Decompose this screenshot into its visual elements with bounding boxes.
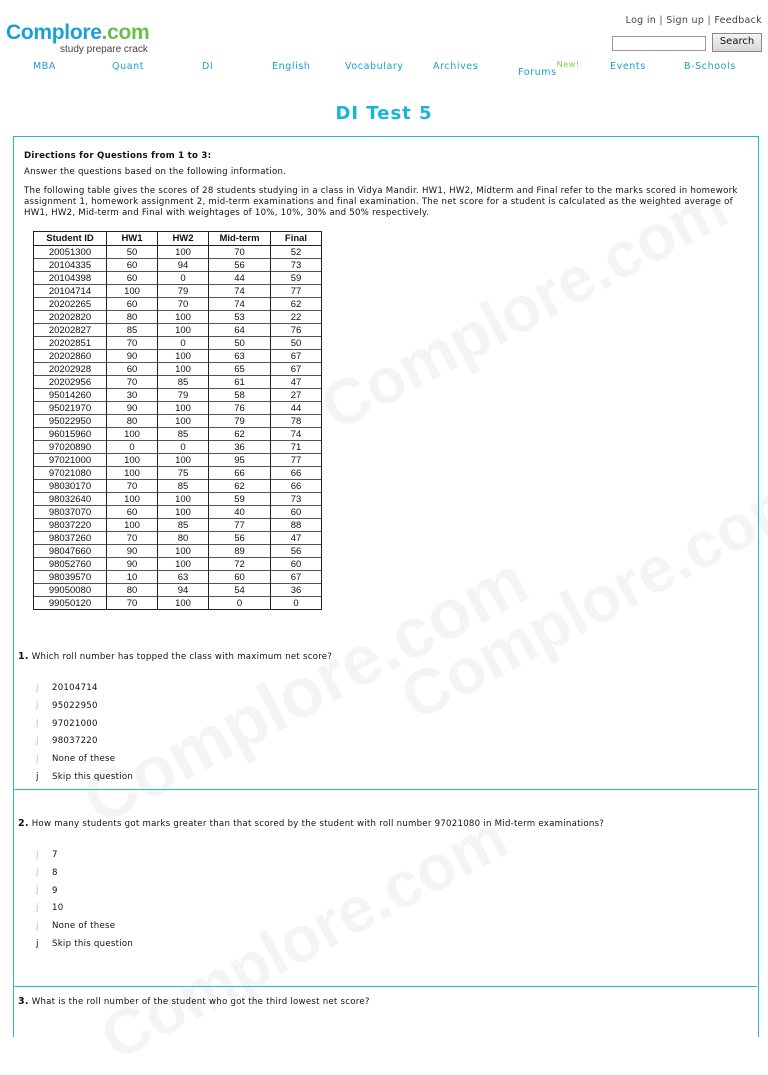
table-row xyxy=(34,337,322,350)
table-cell: 100 xyxy=(158,493,209,506)
nav-di[interactable]: DI xyxy=(202,61,214,72)
table-cell: 100 xyxy=(107,454,158,467)
radio-button-icon[interactable]: j xyxy=(36,700,39,711)
table-cell: 36 xyxy=(209,441,271,454)
table-cell: 70 xyxy=(209,246,271,259)
table-row xyxy=(34,298,322,311)
table-cell: 20202860 xyxy=(34,350,107,363)
table-cell: 40 xyxy=(209,506,271,519)
table-cell: 60 xyxy=(107,272,158,285)
table-cell: 95021970 xyxy=(34,402,107,415)
table-cell: 75 xyxy=(158,467,209,480)
nav-b-schools[interactable]: B-Schools xyxy=(684,61,736,72)
radio-button-icon[interactable]: j xyxy=(36,771,39,782)
table-cell: 60 xyxy=(107,363,158,376)
table-cell: 20202928 xyxy=(34,363,107,376)
table-cell: 71 xyxy=(271,441,322,454)
answer-option[interactable] xyxy=(36,850,58,860)
nav-quant[interactable]: Quant xyxy=(112,61,145,72)
table-cell: 100 xyxy=(158,311,209,324)
table-cell: 66 xyxy=(271,480,322,493)
question-number: 3. xyxy=(18,996,29,1007)
table-cell: 73 xyxy=(271,259,322,272)
table-cell: 0 xyxy=(158,337,209,350)
table-cell: 98047660 xyxy=(34,545,107,558)
login-link[interactable]: Log in xyxy=(625,15,657,26)
table-cell: 27 xyxy=(271,389,322,402)
answer-option[interactable] xyxy=(36,772,133,782)
table-row xyxy=(34,467,322,480)
search-button[interactable]: Search xyxy=(712,33,762,52)
table-cell: 0 xyxy=(107,441,158,454)
feedback-link[interactable]: Feedback xyxy=(714,15,762,26)
table-row xyxy=(34,272,322,285)
table-cell: 90 xyxy=(107,558,158,571)
logo-tld: .com xyxy=(101,21,150,44)
table-cell: 20202827 xyxy=(34,324,107,337)
table-cell: 64 xyxy=(209,324,271,337)
table-cell: 60 xyxy=(107,506,158,519)
table-cell: 100 xyxy=(158,402,209,415)
table-row xyxy=(34,480,322,493)
table-cell: 98037260 xyxy=(34,532,107,545)
table-cell: 70 xyxy=(107,532,158,545)
divider xyxy=(13,986,757,987)
table-cell: 77 xyxy=(271,454,322,467)
table-cell: 59 xyxy=(209,493,271,506)
option-label: None of these xyxy=(52,754,116,765)
radio-button-icon[interactable]: j xyxy=(36,867,39,878)
table-cell: 20104398 xyxy=(34,272,107,285)
logo-name: Complore xyxy=(6,21,102,44)
table-cell: 70 xyxy=(107,337,158,350)
answer-option[interactable] xyxy=(36,868,58,878)
table-cell: 74 xyxy=(271,428,322,441)
table-cell: 90 xyxy=(107,402,158,415)
table-cell: 70 xyxy=(107,597,158,610)
answer-option[interactable] xyxy=(36,754,115,764)
table-cell: 78 xyxy=(271,415,322,428)
table-cell: 65 xyxy=(209,363,271,376)
table-cell: 80 xyxy=(107,415,158,428)
table-cell: 85 xyxy=(158,428,209,441)
table-row xyxy=(34,506,322,519)
table-cell: 54 xyxy=(209,584,271,597)
radio-button-icon[interactable]: j xyxy=(36,902,39,913)
table-cell: 79 xyxy=(158,389,209,402)
table-row xyxy=(34,584,322,597)
separator: | xyxy=(659,15,663,26)
table-cell: 60 xyxy=(271,506,322,519)
site-logo[interactable] xyxy=(6,22,149,56)
option-label: 7 xyxy=(52,850,58,860)
search-input[interactable] xyxy=(612,36,706,51)
table-cell: 70 xyxy=(107,480,158,493)
table-cell: 97021000 xyxy=(34,454,107,467)
table-cell: 20104335 xyxy=(34,259,107,272)
table-cell: 56 xyxy=(209,532,271,545)
question-text: Which roll number has topped the class with maximum net score? xyxy=(31,652,333,662)
table-cell: 60 xyxy=(107,298,158,311)
table-cell: 62 xyxy=(209,428,271,441)
table-cell: 0 xyxy=(209,597,271,610)
column-header: HW1 xyxy=(107,232,158,246)
option-label: 97021000 xyxy=(52,718,98,729)
nav-vocabulary[interactable]: Vocabulary xyxy=(345,61,404,72)
table-cell: 10 xyxy=(107,571,158,584)
directions-heading: Directions for Questions from 1 to 3: xyxy=(24,151,212,161)
table-cell: 36 xyxy=(271,584,322,597)
table-cell: 85 xyxy=(158,480,209,493)
table-cell: 20202820 xyxy=(34,311,107,324)
table-cell: 98037220 xyxy=(34,519,107,532)
table-cell: 77 xyxy=(209,519,271,532)
nav-forums-label: Forums xyxy=(518,67,557,79)
answer-option[interactable] xyxy=(36,903,63,913)
table-cell: 80 xyxy=(107,584,158,597)
table-row xyxy=(34,428,322,441)
table-cell: 20202956 xyxy=(34,376,107,389)
table-row xyxy=(34,558,322,571)
table-cell: 97021080 xyxy=(34,467,107,480)
table-cell: 63 xyxy=(209,350,271,363)
table-cell: 50 xyxy=(209,337,271,350)
radio-button-icon[interactable]: j xyxy=(36,682,39,693)
table-row xyxy=(34,402,322,415)
radio-button-icon[interactable]: j xyxy=(36,753,39,764)
question-3 xyxy=(18,996,370,1007)
table-row xyxy=(34,324,322,337)
table-cell: 100 xyxy=(158,324,209,337)
answer-option[interactable] xyxy=(36,701,98,711)
table-cell: 50 xyxy=(271,337,322,350)
table-cell: 80 xyxy=(158,532,209,545)
column-header: HW2 xyxy=(158,232,209,246)
table-cell: 100 xyxy=(158,558,209,571)
column-header: Student ID xyxy=(34,232,107,246)
radio-button-icon[interactable]: j xyxy=(36,718,39,729)
table-cell: 98037070 xyxy=(34,506,107,519)
table-cell: 95014260 xyxy=(34,389,107,402)
question-text: What is the roll number of the student who got the third lowest net score? xyxy=(31,997,370,1007)
table-cell: 80 xyxy=(107,311,158,324)
table-cell: 70 xyxy=(158,298,209,311)
table-cell: 90 xyxy=(107,545,158,558)
table-cell: 50 xyxy=(107,246,158,259)
table-cell: 98030170 xyxy=(34,480,107,493)
table-cell: 85 xyxy=(158,376,209,389)
table-cell: 56 xyxy=(271,545,322,558)
table-row xyxy=(34,311,322,324)
table-cell: 98052760 xyxy=(34,558,107,571)
table-cell: 100 xyxy=(158,415,209,428)
table-cell: 90 xyxy=(107,350,158,363)
question-text: How many students got marks greater than that scored by the student with roll number 97021080 in Mid-term examinations? xyxy=(31,819,605,829)
table-row xyxy=(34,597,322,610)
nav-mba[interactable]: MBA xyxy=(33,61,57,72)
scores-table xyxy=(33,231,322,610)
page-title: DI Test 5 xyxy=(335,103,433,124)
table-cell: 72 xyxy=(209,558,271,571)
option-label: 98037220 xyxy=(52,736,98,747)
option-label: 9 xyxy=(52,885,58,896)
answer-option[interactable] xyxy=(36,683,98,693)
passage-text: The following table gives the scores of 28 students studying in a class in Vidya Mandir. HW1, HW2, Midterm and Final refer to the marks scored in homework assignment 1, homework assignment 2, mid-term examinations and final examination. The net score for a student is calculated as the weighted average of HW1, HW2, Mid-term and Final with weightages of 10%, 10%, 30% and 50% respectively. xyxy=(24,186,738,218)
table-cell: 94 xyxy=(158,259,209,272)
table-cell: 100 xyxy=(107,285,158,298)
answer-option[interactable] xyxy=(36,939,133,949)
logo-wordmark xyxy=(6,22,149,44)
table-cell: 0 xyxy=(158,272,209,285)
table-row xyxy=(34,441,322,454)
nav-events[interactable]: Events xyxy=(610,61,646,72)
radio-button-icon[interactable]: j xyxy=(36,735,39,746)
table-cell: 100 xyxy=(158,350,209,363)
option-label: Skip this question xyxy=(52,772,134,782)
column-header: Mid-term xyxy=(209,232,271,246)
table-row xyxy=(34,415,322,428)
separator: | xyxy=(707,15,712,26)
table-cell: 100 xyxy=(158,545,209,558)
table-cell: 67 xyxy=(271,571,322,584)
table-cell: 44 xyxy=(209,272,271,285)
table-cell: 79 xyxy=(158,285,209,298)
table-cell: 44 xyxy=(271,402,322,415)
table-cell: 52 xyxy=(271,246,322,259)
table-cell: 60 xyxy=(107,259,158,272)
table-cell: 60 xyxy=(209,571,271,584)
table-header-row xyxy=(34,232,322,246)
table-cell: 99050080 xyxy=(34,584,107,597)
option-label: 20104714 xyxy=(52,683,98,693)
table-row xyxy=(34,545,322,558)
signup-link[interactable]: Sign up xyxy=(666,15,705,26)
table-row xyxy=(34,363,322,376)
table-cell: 20202265 xyxy=(34,298,107,311)
table-row xyxy=(34,259,322,272)
column-header: Final xyxy=(271,232,322,246)
logo-tagline: study prepare crack xyxy=(60,44,148,55)
table-cell: 74 xyxy=(209,298,271,311)
nav-archives[interactable]: Archives xyxy=(433,61,479,72)
table-cell: 98039570 xyxy=(34,571,107,584)
radio-button-icon[interactable]: j xyxy=(36,920,39,931)
table-cell: 97020890 xyxy=(34,441,107,454)
table-cell: 66 xyxy=(209,467,271,480)
table-cell: 47 xyxy=(271,376,322,389)
table-row xyxy=(34,493,322,506)
radio-button-icon[interactable]: j xyxy=(36,938,39,949)
account-links xyxy=(626,15,762,26)
answer-option[interactable] xyxy=(36,719,98,729)
table-cell: 85 xyxy=(158,519,209,532)
radio-button-icon[interactable]: j xyxy=(36,849,39,860)
table-cell: 100 xyxy=(158,506,209,519)
table-row xyxy=(34,350,322,363)
option-label: 95022950 xyxy=(52,700,98,711)
question-number: 2. xyxy=(18,818,29,829)
table-cell: 89 xyxy=(209,545,271,558)
table-cell: 62 xyxy=(271,298,322,311)
table-cell: 100 xyxy=(158,363,209,376)
table-cell: 0 xyxy=(271,597,322,610)
table-cell: 100 xyxy=(158,246,209,259)
table-cell: 95 xyxy=(209,454,271,467)
table-cell: 95022950 xyxy=(34,415,107,428)
table-row xyxy=(34,571,322,584)
table-cell: 100 xyxy=(107,519,158,532)
table-cell: 67 xyxy=(271,350,322,363)
table-cell: 0 xyxy=(158,441,209,454)
option-label: 10 xyxy=(52,903,64,914)
table-cell: 47 xyxy=(271,532,322,545)
table-cell: 100 xyxy=(107,467,158,480)
new-badge: New! xyxy=(556,60,580,69)
table-cell: 100 xyxy=(158,597,209,610)
table-cell: 61 xyxy=(209,376,271,389)
table-cell: 66 xyxy=(271,467,322,480)
table-row xyxy=(34,519,322,532)
table-cell: 94 xyxy=(158,584,209,597)
nav-forums[interactable] xyxy=(518,60,580,79)
table-cell: 20051300 xyxy=(34,246,107,259)
table-cell: 22 xyxy=(271,311,322,324)
table-cell: 98032640 xyxy=(34,493,107,506)
answer-option[interactable] xyxy=(36,921,115,931)
question-number: 1. xyxy=(18,651,29,662)
table-cell: 96015960 xyxy=(34,428,107,441)
table-cell: 88 xyxy=(271,519,322,532)
table-cell: 63 xyxy=(158,571,209,584)
table-cell: 62 xyxy=(209,480,271,493)
table-cell: 30 xyxy=(107,389,158,402)
table-cell: 20104714 xyxy=(34,285,107,298)
table-cell: 76 xyxy=(209,402,271,415)
question-1 xyxy=(18,651,332,662)
table-row xyxy=(34,376,322,389)
table-cell: 58 xyxy=(209,389,271,402)
table-cell: 100 xyxy=(107,493,158,506)
answer-option[interactable] xyxy=(36,886,58,896)
divider xyxy=(13,789,757,790)
option-label: Skip this question xyxy=(52,939,134,949)
table-cell: 74 xyxy=(209,285,271,298)
table-cell: 56 xyxy=(209,259,271,272)
table-row xyxy=(34,532,322,545)
table-cell: 60 xyxy=(271,558,322,571)
table-row xyxy=(34,454,322,467)
table-cell: 59 xyxy=(271,272,322,285)
table-cell: 53 xyxy=(209,311,271,324)
question-2 xyxy=(18,818,604,829)
answer-option[interactable] xyxy=(36,736,98,746)
table-row xyxy=(34,246,322,259)
table-row xyxy=(34,389,322,402)
table-cell: 20202851 xyxy=(34,337,107,350)
table-cell: 73 xyxy=(271,493,322,506)
table-cell: 100 xyxy=(158,454,209,467)
instruction-text: Answer the questions based on the following information. xyxy=(24,167,287,177)
table-cell: 100 xyxy=(107,428,158,441)
table-cell: 85 xyxy=(107,324,158,337)
nav-english[interactable]: English xyxy=(272,61,311,72)
option-label: 8 xyxy=(52,867,58,878)
table-cell: 77 xyxy=(271,285,322,298)
table-cell: 70 xyxy=(107,376,158,389)
table-row xyxy=(34,285,322,298)
table-cell: 99050120 xyxy=(34,597,107,610)
table-cell: 67 xyxy=(271,363,322,376)
table-cell: 79 xyxy=(209,415,271,428)
table-cell: 76 xyxy=(271,324,322,337)
option-label: None of these xyxy=(52,921,116,932)
radio-button-icon[interactable]: j xyxy=(36,885,39,896)
